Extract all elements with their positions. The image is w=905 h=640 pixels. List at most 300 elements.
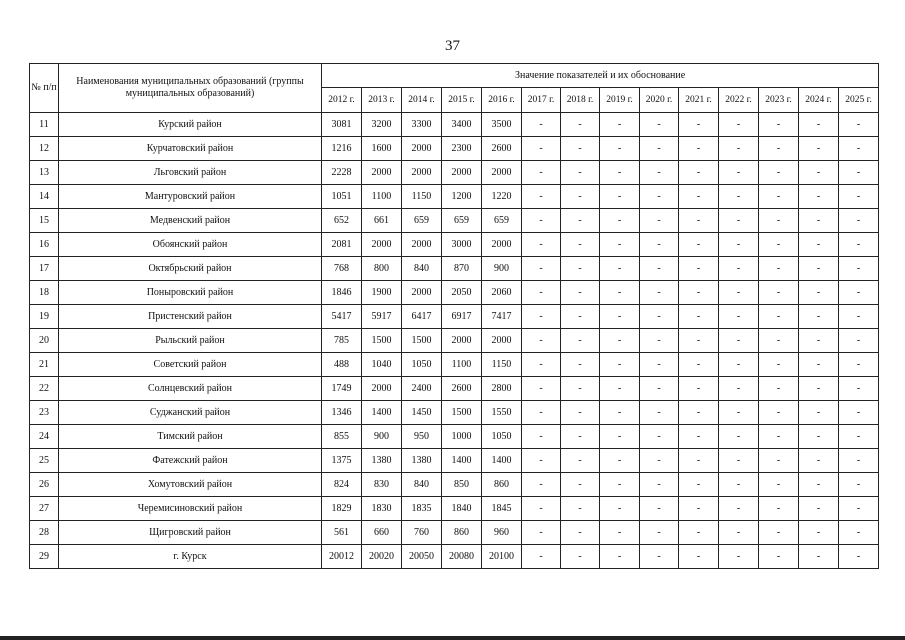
table-row [30, 473, 879, 497]
value-cell: - [600, 353, 640, 377]
value-cell: - [799, 137, 839, 161]
value-cell: - [640, 281, 679, 305]
value-cell: - [522, 113, 561, 137]
value-cell: 960 [482, 521, 522, 545]
header-year: 2019 г. [600, 88, 640, 113]
value-cell: - [839, 113, 879, 137]
table-header [30, 64, 879, 113]
value-cell: 2000 [362, 161, 402, 185]
table-row [30, 497, 879, 521]
value-cell: - [719, 281, 759, 305]
value-cell: 1150 [482, 353, 522, 377]
value-cell: - [522, 449, 561, 473]
value-cell: 1400 [442, 449, 482, 473]
municipality-name: Советский район [59, 353, 322, 377]
value-cell: 2800 [482, 377, 522, 401]
value-cell: - [640, 497, 679, 521]
row-number: 12 [30, 137, 59, 161]
value-cell: - [679, 113, 719, 137]
value-cell: - [839, 209, 879, 233]
table-row [30, 377, 879, 401]
value-cell: 1400 [362, 401, 402, 425]
value-cell: 1450 [402, 401, 442, 425]
value-cell: 3400 [442, 113, 482, 137]
table-body [30, 113, 879, 569]
value-cell: 785 [322, 329, 362, 353]
value-cell: - [600, 449, 640, 473]
value-cell: 1380 [402, 449, 442, 473]
value-cell: - [640, 449, 679, 473]
value-cell: - [522, 257, 561, 281]
value-cell: - [522, 209, 561, 233]
header-year: 2021 г. [679, 88, 719, 113]
value-cell: 5917 [362, 305, 402, 329]
value-cell: 1150 [402, 185, 442, 209]
value-cell: - [522, 377, 561, 401]
municipality-name: Октябрьский район [59, 257, 322, 281]
value-cell: 2000 [402, 281, 442, 305]
row-number: 27 [30, 497, 59, 521]
value-cell: - [600, 281, 640, 305]
municipality-name: Фатежский район [59, 449, 322, 473]
header-year: 2016 г. [482, 88, 522, 113]
value-cell: 659 [402, 209, 442, 233]
value-cell: - [561, 353, 600, 377]
value-cell: - [799, 449, 839, 473]
value-cell: - [719, 545, 759, 569]
value-cell: 2000 [362, 233, 402, 257]
value-cell: - [759, 209, 799, 233]
header-year: 2022 г. [719, 88, 759, 113]
page-bottom-edge [0, 636, 905, 640]
value-cell: - [679, 545, 719, 569]
value-cell: 1000 [442, 425, 482, 449]
municipality-name: Черемисиновский район [59, 497, 322, 521]
value-cell: 1400 [482, 449, 522, 473]
value-cell: 2000 [402, 161, 442, 185]
value-cell: - [600, 113, 640, 137]
value-cell: - [839, 425, 879, 449]
value-cell: - [719, 377, 759, 401]
value-cell: - [799, 545, 839, 569]
value-cell: - [640, 425, 679, 449]
value-cell: - [640, 353, 679, 377]
value-cell: - [522, 233, 561, 257]
value-cell: - [561, 497, 600, 521]
value-cell: 1051 [322, 185, 362, 209]
value-cell: - [561, 377, 600, 401]
value-cell: 840 [402, 257, 442, 281]
value-cell: - [679, 137, 719, 161]
value-cell: 1375 [322, 449, 362, 473]
value-cell: - [799, 425, 839, 449]
value-cell: 1600 [362, 137, 402, 161]
header-year: 2024 г. [799, 88, 839, 113]
value-cell: 1840 [442, 497, 482, 521]
header-num: № п/п [30, 64, 59, 113]
value-cell: - [522, 545, 561, 569]
value-cell: - [679, 353, 719, 377]
value-cell: - [759, 113, 799, 137]
value-cell: 824 [322, 473, 362, 497]
value-cell: - [759, 401, 799, 425]
value-cell: - [719, 305, 759, 329]
header-year: 2017 г. [522, 88, 561, 113]
row-number: 24 [30, 425, 59, 449]
value-cell: - [839, 497, 879, 521]
table-row [30, 281, 879, 305]
row-number: 13 [30, 161, 59, 185]
value-cell: - [640, 401, 679, 425]
value-cell: 768 [322, 257, 362, 281]
value-cell: - [522, 329, 561, 353]
value-cell: - [679, 281, 719, 305]
row-number: 17 [30, 257, 59, 281]
value-cell: - [522, 497, 561, 521]
header-year: 2015 г. [442, 88, 482, 113]
value-cell: - [679, 161, 719, 185]
value-cell: - [522, 305, 561, 329]
row-number: 23 [30, 401, 59, 425]
municipality-name: Хомутовский район [59, 473, 322, 497]
value-cell: - [679, 185, 719, 209]
value-cell: - [719, 425, 759, 449]
value-cell: - [640, 545, 679, 569]
value-cell: - [759, 185, 799, 209]
value-cell: - [799, 377, 839, 401]
value-cell: - [679, 473, 719, 497]
value-cell: - [759, 497, 799, 521]
value-cell: 2060 [482, 281, 522, 305]
value-cell: - [679, 401, 719, 425]
table-row [30, 329, 879, 353]
value-cell: - [561, 113, 600, 137]
municipality-name: Курский район [59, 113, 322, 137]
value-cell: - [759, 521, 799, 545]
value-cell: 2000 [482, 329, 522, 353]
value-cell: - [839, 281, 879, 305]
value-cell: 659 [482, 209, 522, 233]
value-cell: - [719, 329, 759, 353]
value-cell: - [561, 449, 600, 473]
value-cell: - [600, 329, 640, 353]
value-cell: - [759, 425, 799, 449]
value-cell: - [839, 185, 879, 209]
value-cell: 661 [362, 209, 402, 233]
value-cell: 1846 [322, 281, 362, 305]
value-cell: - [640, 377, 679, 401]
value-cell: - [600, 377, 640, 401]
municipality-name: Солнцевский район [59, 377, 322, 401]
table-row [30, 257, 879, 281]
value-cell: 7417 [482, 305, 522, 329]
value-cell: 1050 [482, 425, 522, 449]
value-cell: - [759, 545, 799, 569]
value-cell: - [600, 137, 640, 161]
value-cell: 1500 [442, 401, 482, 425]
value-cell: - [839, 233, 879, 257]
value-cell: - [679, 377, 719, 401]
value-cell: - [600, 497, 640, 521]
table-row [30, 209, 879, 233]
value-cell: - [799, 281, 839, 305]
value-cell: 20012 [322, 545, 362, 569]
row-number: 19 [30, 305, 59, 329]
value-cell: 800 [362, 257, 402, 281]
value-cell: - [600, 233, 640, 257]
value-cell: - [839, 161, 879, 185]
value-cell: - [640, 185, 679, 209]
value-cell: 2050 [442, 281, 482, 305]
value-cell: 1100 [442, 353, 482, 377]
value-cell: - [719, 401, 759, 425]
value-cell: 1829 [322, 497, 362, 521]
value-cell: - [719, 233, 759, 257]
value-cell: 652 [322, 209, 362, 233]
row-number: 21 [30, 353, 59, 377]
value-cell: - [679, 233, 719, 257]
value-cell: - [679, 425, 719, 449]
value-cell: 2000 [442, 161, 482, 185]
table-row [30, 161, 879, 185]
value-cell: 900 [362, 425, 402, 449]
value-cell: 20080 [442, 545, 482, 569]
value-cell: 870 [442, 257, 482, 281]
value-cell: - [839, 377, 879, 401]
value-cell: - [799, 353, 839, 377]
value-cell: - [759, 161, 799, 185]
value-cell: 2300 [442, 137, 482, 161]
value-cell: 2228 [322, 161, 362, 185]
value-cell: - [640, 137, 679, 161]
value-cell: - [522, 281, 561, 305]
value-cell: - [640, 305, 679, 329]
value-cell: - [719, 353, 759, 377]
value-cell: 855 [322, 425, 362, 449]
value-cell: - [600, 521, 640, 545]
value-cell: - [759, 233, 799, 257]
value-cell: - [839, 353, 879, 377]
value-cell: - [640, 473, 679, 497]
value-cell: 1200 [442, 185, 482, 209]
value-cell: - [522, 161, 561, 185]
value-cell: - [640, 233, 679, 257]
value-cell: 488 [322, 353, 362, 377]
value-cell: - [640, 257, 679, 281]
value-cell: 2081 [322, 233, 362, 257]
value-cell: - [839, 329, 879, 353]
value-cell: - [522, 521, 561, 545]
value-cell: 2000 [362, 377, 402, 401]
value-cell: 950 [402, 425, 442, 449]
value-cell: - [799, 497, 839, 521]
value-cell: 3200 [362, 113, 402, 137]
value-cell: - [839, 401, 879, 425]
value-cell: 760 [402, 521, 442, 545]
value-cell: - [600, 401, 640, 425]
value-cell: - [561, 473, 600, 497]
value-cell: - [522, 137, 561, 161]
page-number: 37 [445, 38, 460, 54]
table-row [30, 305, 879, 329]
value-cell: - [839, 545, 879, 569]
municipality-name: Суджанский район [59, 401, 322, 425]
row-number: 20 [30, 329, 59, 353]
municipality-name: Тимский район [59, 425, 322, 449]
value-cell: - [640, 161, 679, 185]
value-cell: 840 [402, 473, 442, 497]
value-cell: 1050 [402, 353, 442, 377]
value-cell: - [679, 497, 719, 521]
value-cell: - [640, 329, 679, 353]
value-cell: - [561, 425, 600, 449]
value-cell: - [799, 209, 839, 233]
value-cell: - [522, 401, 561, 425]
value-cell: 2400 [402, 377, 442, 401]
header-row-top [30, 64, 879, 88]
value-cell: - [561, 281, 600, 305]
table-row [30, 353, 879, 377]
value-cell: 2000 [482, 161, 522, 185]
municipality-name: Пристенский район [59, 305, 322, 329]
value-cell: - [759, 137, 799, 161]
value-cell: 1550 [482, 401, 522, 425]
table-row [30, 233, 879, 257]
value-cell: 1380 [362, 449, 402, 473]
value-cell: 1845 [482, 497, 522, 521]
value-cell: - [600, 161, 640, 185]
value-cell: 20020 [362, 545, 402, 569]
value-cell: - [600, 209, 640, 233]
header-name: Наименования муниципальных образований (группы муниципальных образований) [59, 64, 322, 113]
value-cell: - [600, 257, 640, 281]
value-cell: 3081 [322, 113, 362, 137]
value-cell: - [759, 353, 799, 377]
value-cell: 5417 [322, 305, 362, 329]
value-cell: - [839, 137, 879, 161]
municipality-name: Обоянский район [59, 233, 322, 257]
value-cell: - [719, 449, 759, 473]
value-cell: 3500 [482, 113, 522, 137]
value-cell: - [679, 209, 719, 233]
row-number: 16 [30, 233, 59, 257]
value-cell: - [799, 161, 839, 185]
value-cell: - [561, 185, 600, 209]
indicators-table [29, 63, 879, 569]
table-row [30, 449, 879, 473]
value-cell: - [679, 329, 719, 353]
table-row [30, 545, 879, 569]
value-cell: - [839, 257, 879, 281]
value-cell: - [719, 497, 759, 521]
value-cell: 860 [442, 521, 482, 545]
value-cell: - [561, 161, 600, 185]
value-cell: 6917 [442, 305, 482, 329]
value-cell: - [600, 185, 640, 209]
value-cell: - [799, 401, 839, 425]
value-cell: 1346 [322, 401, 362, 425]
value-cell: 1500 [402, 329, 442, 353]
row-number: 18 [30, 281, 59, 305]
value-cell: - [719, 521, 759, 545]
value-cell: 2000 [402, 233, 442, 257]
value-cell: - [719, 161, 759, 185]
value-cell: - [759, 377, 799, 401]
table-row [30, 401, 879, 425]
value-cell: - [640, 209, 679, 233]
value-cell: - [799, 113, 839, 137]
municipality-name: Льговский район [59, 161, 322, 185]
value-cell: - [799, 521, 839, 545]
row-number: 26 [30, 473, 59, 497]
value-cell: 1220 [482, 185, 522, 209]
table-row [30, 185, 879, 209]
value-cell: - [561, 233, 600, 257]
value-cell: 3300 [402, 113, 442, 137]
value-cell: - [561, 209, 600, 233]
table-row [30, 113, 879, 137]
value-cell: - [679, 257, 719, 281]
value-cell: - [600, 305, 640, 329]
value-cell: - [561, 521, 600, 545]
value-cell: 20100 [482, 545, 522, 569]
header-year: 2012 г. [322, 88, 362, 113]
value-cell: 1500 [362, 329, 402, 353]
value-cell: - [799, 473, 839, 497]
value-cell: - [799, 305, 839, 329]
value-cell: - [679, 449, 719, 473]
row-number: 22 [30, 377, 59, 401]
value-cell: - [561, 329, 600, 353]
municipality-name: Курчатовский район [59, 137, 322, 161]
value-cell: - [719, 257, 759, 281]
value-cell: - [640, 113, 679, 137]
table-row [30, 521, 879, 545]
value-cell: - [759, 281, 799, 305]
municipality-name: Рыльский район [59, 329, 322, 353]
value-cell: 2000 [482, 233, 522, 257]
value-cell: - [839, 305, 879, 329]
value-cell: - [561, 305, 600, 329]
value-cell: - [719, 113, 759, 137]
value-cell: 561 [322, 521, 362, 545]
value-cell: - [600, 425, 640, 449]
value-cell: 1835 [402, 497, 442, 521]
value-cell: - [600, 545, 640, 569]
value-cell: 2000 [442, 329, 482, 353]
value-cell: 1040 [362, 353, 402, 377]
value-cell: - [561, 257, 600, 281]
value-cell: - [799, 233, 839, 257]
value-cell: - [719, 185, 759, 209]
value-cell: - [522, 425, 561, 449]
value-cell: 660 [362, 521, 402, 545]
value-cell: - [759, 473, 799, 497]
row-number: 28 [30, 521, 59, 545]
value-cell: 850 [442, 473, 482, 497]
value-cell: - [719, 137, 759, 161]
table-row [30, 137, 879, 161]
header-year: 2013 г. [362, 88, 402, 113]
value-cell: - [799, 257, 839, 281]
value-cell: 6417 [402, 305, 442, 329]
table-row [30, 425, 879, 449]
value-cell: 1749 [322, 377, 362, 401]
value-cell: - [799, 329, 839, 353]
municipality-name: Медвенский район [59, 209, 322, 233]
value-cell: - [839, 449, 879, 473]
municipality-name: г. Курск [59, 545, 322, 569]
